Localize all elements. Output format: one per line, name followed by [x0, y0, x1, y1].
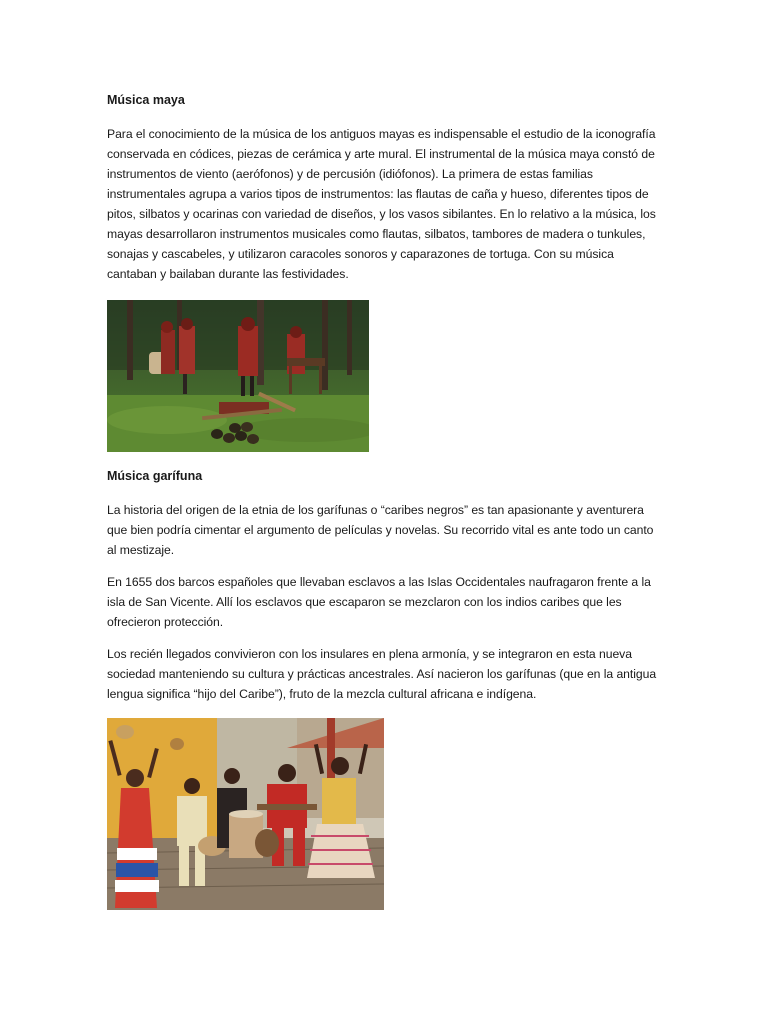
- paragraph-garifuna-3: Los recién llegados convivieron con los insulares en plena armonía, y se integraron en esta nueva sociedad manteniendo su cultura y prácticas ancestrales. Así nacieron los garífunas (que en la antigua lengua significa “hijo del Caribe”), fruto de la mezcla cultural africana e indígena.: [107, 647, 657, 701]
- paragraph-maya: Para el conocimiento de la música de los antiguos mayas es indispensable el estudio de la iconografía conservada en códices, piezas de cerámica y arte mural. El instrumental de la música maya constó de instrumentos de viento (aerófonos) y de percusión (idiófonos). La primera de estas familias instrumentales agrupa a varios tipos de instrumentos: las flautas de caña y hueso, diferentes tipos de pitos, silbatos y ocarinas con variedad de diseños, y los vasos sibilantes. En lo relativo a la música, los mayas desarrollaron instrumentos musicales como flautas, silbatos, tambores de madera o tunkules, sonajas y cascabeles, y utilizaron caracoles sonoros y caparazones de tortuga. Con su música cantaban y bailaban durante las festividades.: [107, 127, 656, 281]
- heading-musica-garifuna: Música garífuna: [107, 469, 203, 483]
- document-body: [107, 90, 663, 910]
- heading-musica-maya: Música maya: [107, 93, 185, 107]
- garifuna-musicians-photo: [107, 718, 384, 910]
- maya-musicians-photo: [107, 300, 369, 452]
- paragraph-garifuna-2: En 1655 dos barcos españoles que llevaban esclavos a las Islas Occidentales naufragaron frente a la isla de San Vicente. Allí los esclavos que escaparon se mezclaron con los indios caribes que les ofrecieron protección.: [107, 575, 651, 629]
- paragraph-garifuna-1: La historia del origen de la etnia de los garífunas o “caribes negros” es tan apasionante y aventurera que bien podría cimentar el argumento de películas y novelas. Su recorrido vital es ante todo un canto al mestizaje.: [107, 503, 654, 557]
